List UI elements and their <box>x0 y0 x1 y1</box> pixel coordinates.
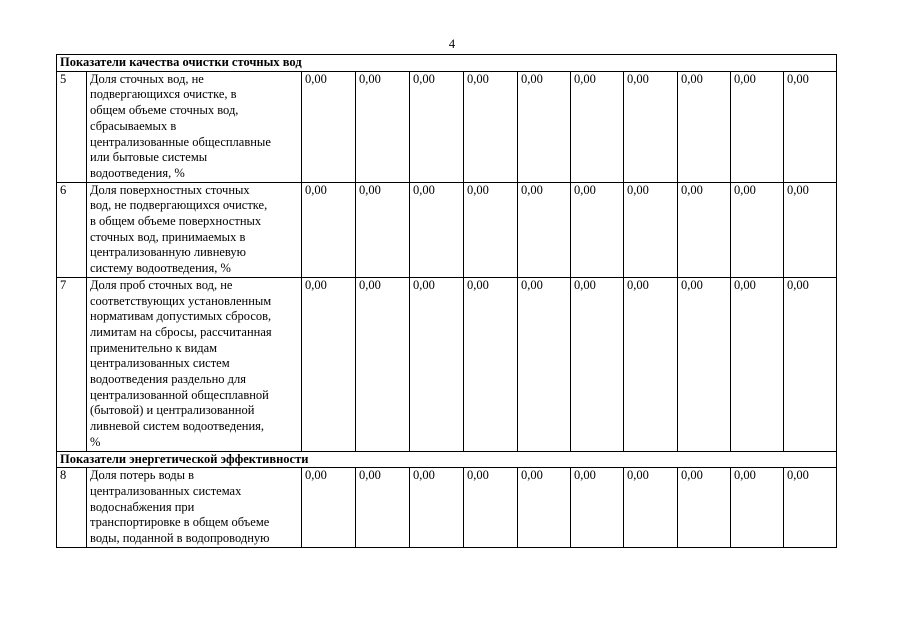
value-cell: 0,00 <box>731 468 784 548</box>
description-line: централизованной общесплавной <box>90 387 269 402</box>
description-line: в общем объеме поверхностных <box>90 214 262 229</box>
row-description <box>87 468 302 548</box>
value-cell: 0,00 <box>464 468 518 548</box>
value-cell: 0,00 <box>356 182 410 277</box>
value-cell: 0,00 <box>624 182 678 277</box>
row-number: 6 <box>57 182 87 277</box>
value-cell: 0,00 <box>356 468 410 548</box>
description-line: подвергающихся очистке, в <box>90 87 237 102</box>
value-cell: 0,00 <box>518 71 571 182</box>
description-line: централизованных систем <box>90 356 230 371</box>
value-cell: 0,00 <box>784 277 837 451</box>
description-line: Доля потерь воды в <box>90 468 195 483</box>
value-cell: 0,00 <box>464 277 518 451</box>
value-cell: 0,00 <box>624 277 678 451</box>
description-line: водоснабжения при <box>90 499 195 514</box>
description-line: Доля поверхностных сточных <box>90 182 250 197</box>
description-line: применительно к видам <box>90 340 218 355</box>
table-row <box>57 277 837 451</box>
value-cell: 0,00 <box>518 182 571 277</box>
value-cell: 0,00 <box>784 71 837 182</box>
description-line: ливневой систем водоотведения, <box>90 419 265 434</box>
value-cell: 0,00 <box>571 277 624 451</box>
value-cell: 0,00 <box>518 468 571 548</box>
row-description <box>87 71 302 182</box>
value-cell: 0,00 <box>302 468 356 548</box>
description-line: водоотведения раздельно для <box>90 372 247 387</box>
indicators-table <box>56 54 837 548</box>
description-line: % <box>90 434 101 449</box>
value-cell: 0,00 <box>678 468 731 548</box>
description-line: или бытовые системы <box>90 150 208 165</box>
section-header-row <box>57 55 837 72</box>
value-cell: 0,00 <box>410 277 464 451</box>
description-line: лимитам на сбросы, рассчитанная <box>90 324 272 339</box>
description-line: соответствующих установленным <box>90 293 272 308</box>
value-cell: 0,00 <box>571 71 624 182</box>
description-line: транспортировке в общем объеме <box>90 515 270 530</box>
row-number: 8 <box>57 468 87 548</box>
value-cell: 0,00 <box>410 71 464 182</box>
row-number: 5 <box>57 71 87 182</box>
row-number: 7 <box>57 277 87 451</box>
value-cell: 0,00 <box>302 71 356 182</box>
section-header-row <box>57 451 837 468</box>
value-cell: 0,00 <box>678 277 731 451</box>
description-line: вод, не подвергающихся очистке, <box>90 198 268 213</box>
description-line: централизованных системах <box>90 483 242 498</box>
value-cell: 0,00 <box>464 182 518 277</box>
table-row <box>57 182 837 277</box>
value-cell: 0,00 <box>731 182 784 277</box>
value-cell: 0,00 <box>410 468 464 548</box>
description-line: (бытовой) и централизованной <box>90 403 255 418</box>
value-cell: 0,00 <box>410 182 464 277</box>
value-cell: 0,00 <box>571 182 624 277</box>
table-row <box>57 71 837 182</box>
table-body <box>57 55 837 548</box>
description-line: сточных вод, принимаемых в <box>90 229 246 244</box>
value-cell: 0,00 <box>302 277 356 451</box>
description-line: систему водоотведения, % <box>90 261 231 276</box>
section-title: Показатели энергетической эффективности <box>57 451 837 468</box>
value-cell: 0,00 <box>356 277 410 451</box>
page-number: 4 <box>448 37 456 51</box>
description-line: Доля проб сточных вод, не <box>90 277 233 292</box>
value-cell: 0,00 <box>731 71 784 182</box>
value-cell: 0,00 <box>464 71 518 182</box>
description-line: централизованную ливневую <box>90 245 246 260</box>
table-row <box>57 468 837 548</box>
description-line: водоотведения, % <box>90 165 185 180</box>
value-cell: 0,00 <box>678 182 731 277</box>
section-title: Показатели качества очистки сточных вод <box>57 55 837 72</box>
value-cell: 0,00 <box>784 182 837 277</box>
description-line: сбрасываемых в <box>90 118 177 133</box>
description-line: общем объеме сточных вод, <box>90 103 239 118</box>
row-description <box>87 182 302 277</box>
value-cell: 0,00 <box>624 468 678 548</box>
value-cell: 0,00 <box>624 71 678 182</box>
value-cell: 0,00 <box>302 182 356 277</box>
value-cell: 0,00 <box>784 468 837 548</box>
value-cell: 0,00 <box>356 71 410 182</box>
value-cell: 0,00 <box>571 468 624 548</box>
value-cell: 0,00 <box>731 277 784 451</box>
value-cell: 0,00 <box>678 71 731 182</box>
value-cell: 0,00 <box>518 277 571 451</box>
description-line: нормативам допустимых сбросов, <box>90 309 272 324</box>
description-line: Доля сточных вод, не <box>90 71 204 86</box>
description-line: централизованные общесплавные <box>90 134 271 149</box>
description-line: воды, поданной в водопроводную <box>90 531 270 546</box>
row-description <box>87 277 302 451</box>
